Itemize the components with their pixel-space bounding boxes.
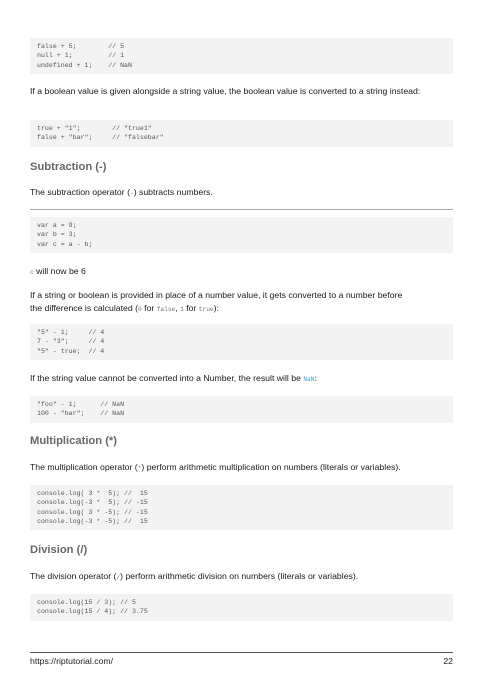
code-block-bool-string (30, 120, 453, 147)
code-line: 100 - "bar"; // NaN (37, 410, 125, 418)
paragraph-bool-string: If a boolean value is given alongside a string value, the boolean value is converted to a string instead: (30, 86, 421, 96)
code-line: console.log(-3 * -5); // 15 (37, 517, 148, 525)
text-run: If the string value cannot be converted into a Number, the result will be (30, 373, 304, 383)
code-block-subtraction (30, 217, 453, 253)
code-line: "foo" - 1; // NaN (37, 401, 125, 408)
text-run: If a string or boolean is provided in place of a number value, it gets converted to a number before (30, 290, 403, 300)
divider (30, 209, 453, 210)
text-run: The multiplication operator ( (30, 462, 138, 472)
text-run: the difference is calculated ( (30, 302, 139, 313)
heading-subtraction: Subtraction (-) (30, 161, 107, 173)
text-run: ): (213, 302, 219, 313)
code-line: console.log( 3 * -5); // -15 (37, 508, 148, 516)
inline-code: * (137, 465, 142, 472)
inline-code: false (156, 305, 176, 313)
code-line: "5" - 1; // 4 (37, 329, 105, 336)
code-line: undefined + 1; // NaN (37, 61, 132, 69)
code-line: false + "bar"; // "falsebar" (37, 134, 164, 142)
code-line: console.log(-3 * 5); // -15 (37, 499, 148, 507)
heading-division: Division (/) (30, 544, 88, 556)
code-line: null + 1; // 1 (37, 52, 125, 60)
text-run: for (141, 302, 157, 313)
code-line: 7 - "3"; // 4 (37, 338, 105, 346)
footer-divider (30, 652, 453, 653)
paragraph-subtraction-intro (30, 186, 453, 201)
code-line: var c = a - b; (37, 240, 93, 248)
footer-url-link[interactable]: https://riptutorial.com/ (30, 656, 114, 666)
code-line: console.log(15 / 3); // 5 (37, 599, 136, 606)
inline-code: 0 (138, 305, 142, 313)
text-run: The subtraction operator ( (30, 187, 130, 197)
document-page (30, 0, 453, 679)
inline-code: / (116, 574, 121, 581)
text-run: ) perform arithmetic multiplication on numbers (literals or variables). (141, 462, 401, 472)
text-run: ) perform arithmetic division on numbers (literals or variables). (120, 571, 359, 581)
paragraph-multiplication-intro (30, 461, 453, 476)
code-line: "5" - true; // 4 (37, 347, 105, 355)
code-line: var b = 3; (37, 231, 77, 239)
page-number: 22 (443, 656, 453, 666)
heading-multiplication: Multiplication (*) (30, 435, 118, 447)
paragraph-division-intro (30, 570, 453, 585)
code-block-subtraction-nan (30, 396, 453, 423)
code-line: true + "1"; // "true1" (37, 125, 152, 132)
paragraph-subtraction-nan (30, 372, 453, 387)
code-block-division (30, 594, 453, 621)
code-block-subtraction-convert (30, 324, 453, 360)
code-line: console.log(15 / 4); // 3.75 (37, 608, 148, 616)
paragraph-subtraction-convert (30, 289, 453, 317)
text-run: for (183, 302, 199, 313)
code-line: false + 5; // 5 (37, 43, 125, 50)
code-line: var a = 9; (37, 222, 77, 229)
paragraph-subtraction-result (30, 265, 453, 280)
code-block-multiplication (30, 485, 453, 530)
inline-code: - (129, 190, 134, 197)
code-block-addition-coercion (30, 38, 453, 74)
text-run: , (175, 302, 181, 313)
inline-code: 1 (180, 305, 184, 313)
text-run: The division operator ( (30, 571, 117, 581)
code-line: console.log( 3 * 5); // 15 (37, 490, 148, 497)
inline-code: c (30, 269, 34, 276)
text-run: ) subtracts numbers. (133, 187, 213, 197)
inline-code: NaN (303, 376, 315, 383)
text-run: : (314, 373, 317, 383)
text-run: will now be 6 (33, 266, 86, 276)
inline-code: true (198, 305, 214, 313)
